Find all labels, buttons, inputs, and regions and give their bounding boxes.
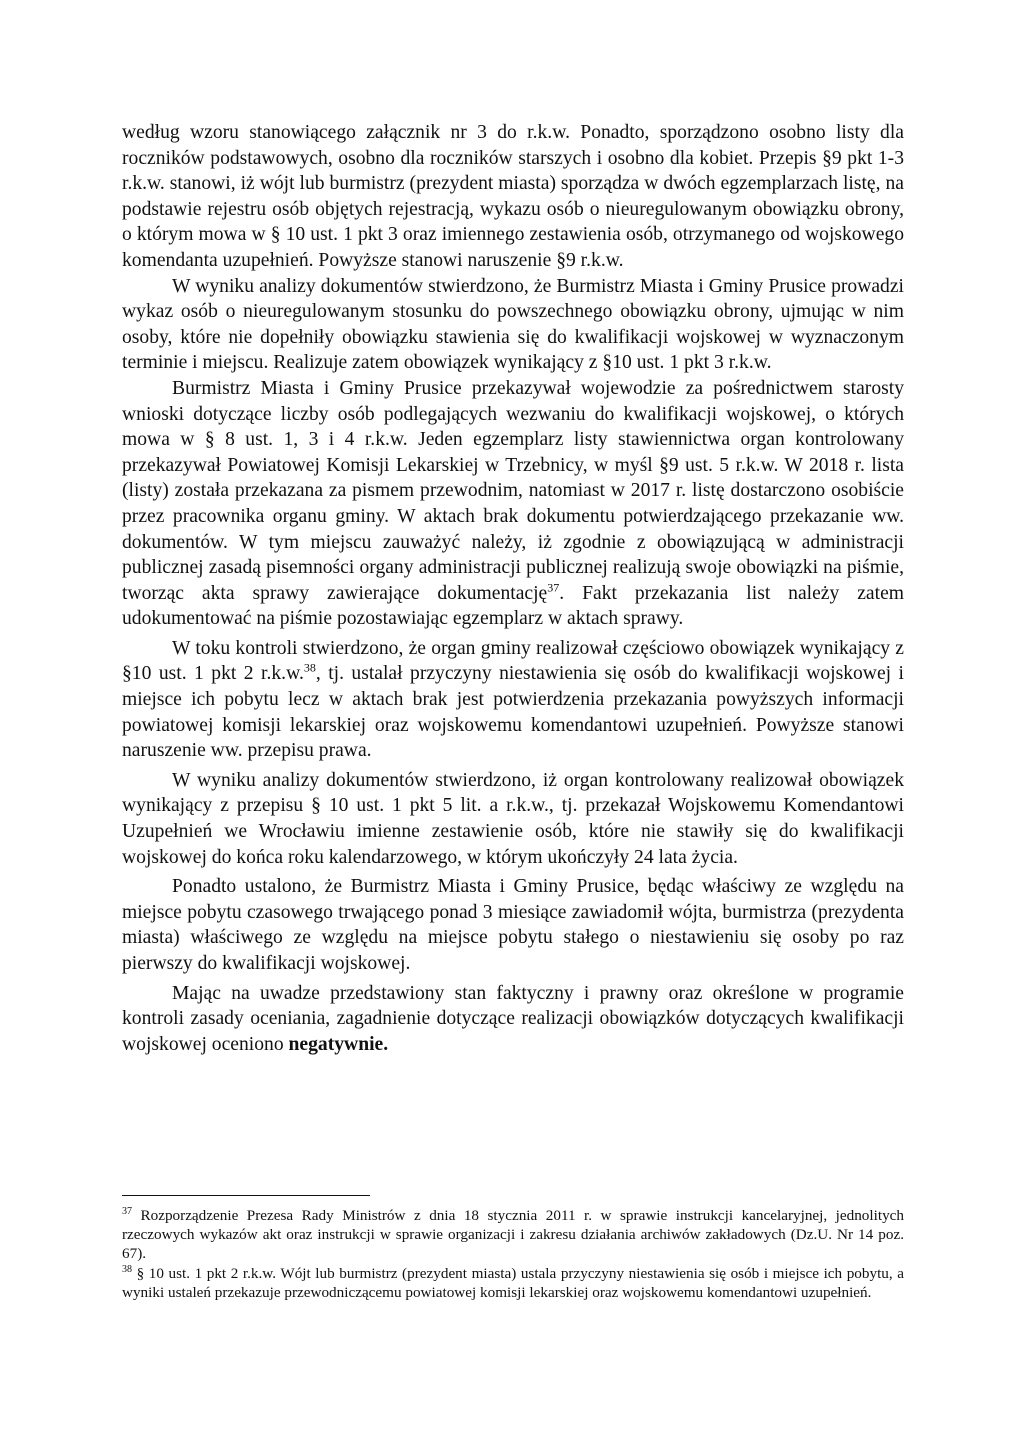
footnote-ref-38: 38 [303,660,316,675]
footnote-number-37: 37 [122,1205,132,1217]
paragraph-1: według wzoru stanowiącego załącznik nr 3 do r.k.w. Ponadto, sporządzono osobno listy dla roczników podstawowych, osobno dla roczników starszych i osobno dla kobiet. Przepis §9 pkt 1-3 r.k.w. stanowi, iż wójt lub burmistrz (prezydent miasta) sporządza w dwóch egzemplarzach listę, na podstawie rejestru osób objętych rejestracją, wykazu osób o nieuregulowanym obowiązku obrony, o którym mowa w § 10 ust. 1 pkt 3 oraz imiennego zestawienia osób, otrzymanego od wojskowego komendanta uzupełnień. Powyższe stanowi naruszenie §9 r.k.w. [122,122,904,271]
footnote-38 [122,1264,904,1302]
paragraph-4 [122,636,904,764]
footnote-number-38: 38 [122,1263,132,1275]
paragraph-6: Ponadto ustalono, że Burmistrz Miasta i Gminy Prusice, będąc właściwy ze względu na miejsce pobytu czasowego trwającego ponad 3 miesiące zawiadomił wójta, burmistrza (prezydenta miasta) właściwego ze względu na miejsce pobytu stałego o niestawieniu się osoby po raz pierwszy do kwalifikacji wojskowej. [122,876,904,974]
document-body [122,120,904,1057]
paragraph-2: W wyniku analizy dokumentów stwierdzono, że Burmistrz Miasta i Gminy Prusice prowadzi wykaz osób o nieuregulowanym stosunku do powszechnego obowiązku obrony, ujmując w nim osoby, które nie dopełniły obowiązku stawienia się do kwalifikacji wojskowej w wyznaczonym terminie i miejscu. Realizuje zatem obowiązek wynikający z §10 ust. 1 pkt 3 r.k.w. [122,275,904,374]
footnote-37 [122,1206,904,1264]
paragraph-7-text: Mając na uwadze przedstawiony stan faktyczny i prawny oraz określone w programie kontroli zasady oceniania, zagadnienie dotyczące realizacji obowiązków dotyczących kwalifikacji wojskowej oceniono [122,982,904,1055]
footnote-separator [122,1195,370,1196]
footnotes-section [122,1206,904,1302]
footnote-text-38: § 10 ust. 1 pkt 2 r.k.w. Wójt lub burmistrz (prezydent miasta) ustala przyczyny niestawienia się osób i miejsce ich pobytu, a wyniki ustaleń przekazuje przewodniczącemu powiatowej komisji lekarskiej oraz wojskowemu komendantowi uzupełnień. [122,1264,904,1301]
footnote-text-37: Rozporządzenie Prezesa Rady Ministrów z dnia 18 stycznia 2011 r. w sprawie instrukcji kancelaryjnej, jednolitych rzeczowych wykazów akt oraz instrukcji w sprawie organizacji i zakresu działania archiwów zakładowych (Dz.U. Nr 14 poz. 67). [122,1207,904,1263]
paragraph-4-text-before: W toku kontroli stwierdzono, że organ gminy realizował częściowo obowiązek wynikający z §10 ust. 1 pkt 2 r.k.w. [122,637,904,685]
paragraph-3 [122,376,904,632]
paragraph-4-text-after: , tj. ustalał przyczyny niestawienia się osób do kwalifikacji wojskowej i miejsce ich pobytu lecz w aktach brak jest potwierdzenia przekazania powyższych informacji powiatowej komisji lekarskiej oraz wojskowemu komendantowi uzupełnień. Powyższe stanowi naruszenie ww. przepisu prawa. [122,663,904,762]
paragraph-3-text-after: . Fakt przekazania list należy zatem udokumentować na piśmie pozostawiając egzemplarz w aktach sprawy. [122,582,905,630]
assessment-result: negatywnie. [288,1033,389,1055]
footnote-ref-37: 37 [547,580,560,595]
paragraph-3-text-before: Burmistrz Miasta i Gminy Prusice przekazywał wojewodzie za pośrednictwem starosty wnioski dotyczące liczby osób podlegających wezwaniu do kwalifikacji wojskowej, o których mowa w § 8 ust. 1, 3 i 4 r.k.w. Jeden egzemplarz listy stawiennictwa organ kontrolowany przekazywał Powiatowej Komisji Lekarskiej w Trzebnicy, w myśl §9 ust. 5 r.k.w. W 2018 r. lista (listy) została przekazana za pismem przewodnim, natomiast w 2017 r. listę dostarczono osobiście przez pracownika organu gminy. W aktach brak dokumentu potwierdzającego przekazanie ww. dokumentów. W tym miejscu zauważyć należy, iż zgodnie z obowiązującą w administracji publicznej zasadą pisemności organy administracji publicznej realizują swoje obowiązki na piśmie, tworząc akta sprawy zawierające dokumentację [122,377,904,604]
paragraph-7 [122,981,904,1058]
paragraph-5: W wyniku analizy dokumentów stwierdzono, iż organ kontrolowany realizował obowiązek wynikający z przepisu § 10 ust. 1 pkt 5 lit. a r.k.w., tj. przekazał Wojskowemu Komendantowi Uzupełnień we Wrocławiu imienne zestawienie osób, które nie stawiły się do kwalifikacji wojskowej do końca roku kalendarzowego, w którym ukończyły 24 lata życia. [122,769,904,868]
